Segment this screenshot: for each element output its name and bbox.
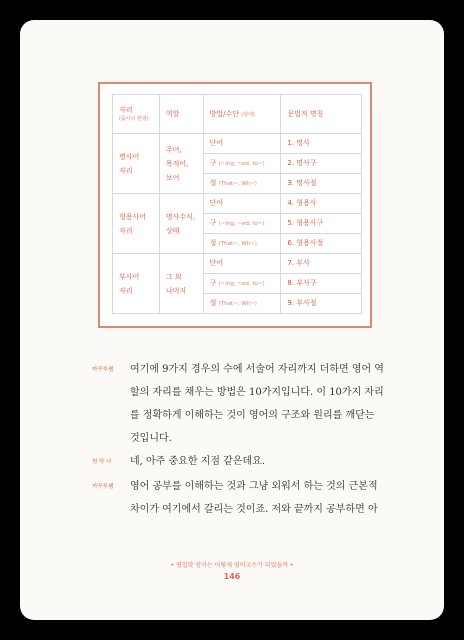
table-row xyxy=(113,134,362,154)
cell-role: 명사수식, 상태 xyxy=(159,194,203,254)
cell-grammar-name: 8. 부사구 xyxy=(281,274,362,294)
cell-method xyxy=(203,274,281,294)
cell-method xyxy=(203,174,281,194)
page-number: 146 xyxy=(223,572,241,581)
table-row xyxy=(113,194,362,214)
method-detail: (~ing, ~ed, to~) xyxy=(218,221,265,228)
cell-method xyxy=(203,214,281,234)
speaker-name: 까꾸루쌤 xyxy=(92,367,114,373)
header-grammar-name: 문법적 명칭 xyxy=(281,95,362,134)
cell-role: 그 외 나머지 xyxy=(159,254,203,314)
table-header-row xyxy=(113,95,362,134)
running-title: • 평일맛 엄마는 어떻게 영어고수가 되었을까 • xyxy=(170,562,294,569)
table-row xyxy=(113,254,362,274)
cell-grammar-name: 6. 형용사절 xyxy=(281,234,362,254)
grammar-table xyxy=(112,94,362,314)
book-page xyxy=(20,20,444,620)
cell-grammar-name: 4. 형용사 xyxy=(281,194,362,214)
cell-method xyxy=(203,294,281,314)
grammar-table-frame xyxy=(98,82,372,328)
method-label: 구 xyxy=(209,219,217,228)
grammar-table-body xyxy=(113,134,362,314)
cell-grammar-name: 5. 형용사구 xyxy=(281,214,362,234)
method-label: 단어 xyxy=(209,139,224,148)
cell-method xyxy=(203,194,281,214)
cell-position: 부사어 자리 xyxy=(113,254,160,314)
cell-grammar-name: 7. 부사 xyxy=(281,254,362,274)
method-label: 단어 xyxy=(209,199,224,208)
header-method-sub: (형태) xyxy=(241,111,255,118)
method-label: 절 xyxy=(209,299,217,308)
cell-position: 형용사어 자리 xyxy=(113,194,160,254)
method-label: 구 xyxy=(209,159,217,168)
method-detail: (~ing, ~ed, to~) xyxy=(218,161,265,168)
method-label: 절 xyxy=(209,239,217,248)
header-position-sub: (품사의 관점) xyxy=(119,115,149,122)
cell-grammar-name: 2. 명사구 xyxy=(281,154,362,174)
cell-grammar-name: 9. 부사절 xyxy=(281,294,362,314)
cell-role: 주어, 목적어, 보어 xyxy=(159,134,203,194)
header-method-label: 방법/수단 xyxy=(209,109,240,118)
method-detail: (~ing, ~ed, to~) xyxy=(218,281,265,288)
dialogue-text: 네, 아주 중요한 지점 같은데요. xyxy=(130,456,265,467)
dialogue-text: 여기에 9가지 경우의 수에 서술어 자리까지 더하면 영어 역할의 자리를 채우는 방법은 10가지입니다. 이 10가지 자리를 정확하게 이해하는 것이 영어의 구조와 원리를 깨닫는 것입니다. xyxy=(130,364,384,444)
method-detail: (That~, Wh~) xyxy=(218,301,257,308)
method-label: 구 xyxy=(209,279,217,288)
method-label: 단어 xyxy=(209,259,224,268)
cell-method xyxy=(203,234,281,254)
cell-grammar-name: 3. 명사절 xyxy=(281,174,362,194)
header-role: 역할 xyxy=(159,95,203,134)
method-label: 절 xyxy=(209,179,217,188)
cell-position: 명사어 자리 xyxy=(113,134,160,194)
cell-method xyxy=(203,254,281,274)
header-method xyxy=(203,95,281,134)
header-position xyxy=(113,95,160,134)
speaker-name: 까꾸루쌤 xyxy=(92,484,114,490)
speaker-name: 원 하 나 xyxy=(92,459,112,465)
cell-method xyxy=(203,134,281,154)
cell-method xyxy=(203,154,281,174)
dialogue-text: 영어 공부를 이해하는 것과 그냥 외워서 하는 것의 근본적 차이가 여기에서 갈리는 것이죠. 저와 끝까지 공부하면 아 xyxy=(130,481,378,515)
method-detail: (That~, Wh~) xyxy=(218,181,257,188)
method-detail: (That~, Wh~) xyxy=(218,241,257,248)
cell-grammar-name: 1. 명사 xyxy=(281,134,362,154)
header-position-label: 자리 xyxy=(119,106,133,114)
